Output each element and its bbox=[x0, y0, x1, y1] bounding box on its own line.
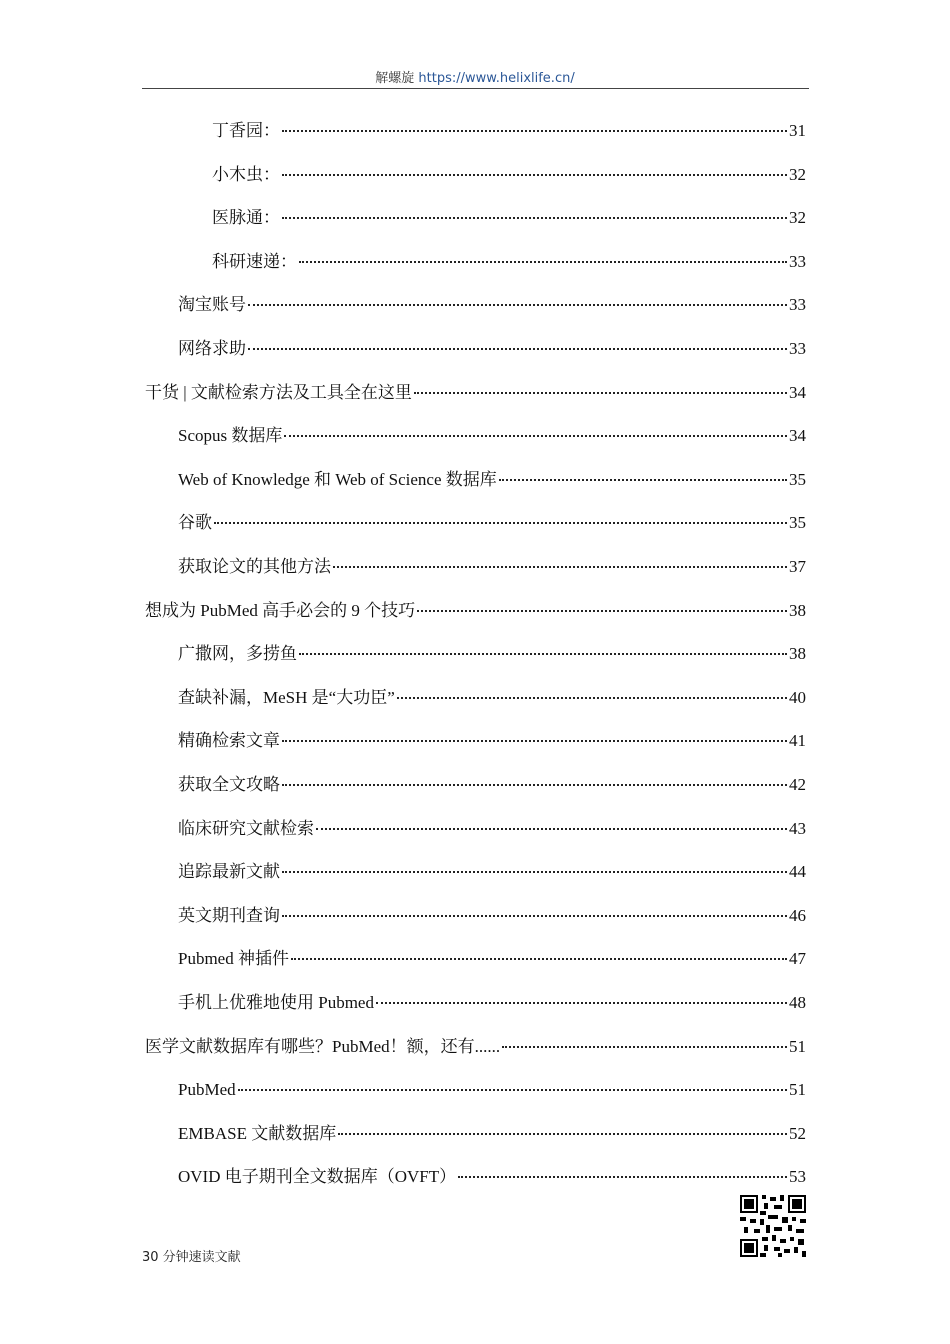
toc-entry-title: 科研速递： bbox=[212, 252, 297, 271]
toc-entry-title: 追踪最新文献 bbox=[178, 862, 280, 881]
toc-dot-leader bbox=[291, 958, 787, 960]
toc-dot-leader bbox=[282, 871, 787, 873]
toc-entry[interactable] bbox=[178, 469, 806, 491]
toc-entry[interactable] bbox=[145, 600, 806, 622]
toc-entry-page: 31 bbox=[789, 121, 806, 140]
toc-entry-page: 32 bbox=[789, 165, 806, 184]
toc-entry[interactable] bbox=[178, 774, 806, 796]
toc-entry-page: 33 bbox=[789, 295, 806, 314]
toc-dot-leader bbox=[316, 828, 787, 830]
toc-entry-title: Pubmed 神插件 bbox=[178, 949, 289, 968]
toc-entry[interactable] bbox=[212, 164, 806, 186]
toc-entry[interactable] bbox=[178, 338, 806, 360]
toc-entry-title: OVID 电子期刊全文数据库（OVFT） bbox=[178, 1167, 457, 1186]
toc-entry-title: 获取论文的其他方法 bbox=[178, 557, 331, 576]
header-url[interactable]: https://www.helixlife.cn/ bbox=[418, 71, 575, 86]
toc-entry[interactable] bbox=[178, 948, 806, 970]
toc-dot-leader bbox=[282, 217, 787, 219]
toc-entry[interactable] bbox=[178, 687, 806, 709]
toc-dot-leader bbox=[248, 304, 787, 306]
toc-dot-leader bbox=[417, 610, 787, 612]
toc-entry[interactable] bbox=[212, 120, 806, 142]
toc-entry-title: 谷歌 bbox=[178, 513, 212, 532]
toc-dot-leader bbox=[299, 653, 787, 655]
toc-entry-title: PubMed bbox=[178, 1080, 236, 1099]
toc-entry-title: 广撒网，多捞鱼 bbox=[178, 644, 297, 663]
toc-entry-title: 英文期刊查询 bbox=[178, 906, 280, 925]
toc-entry[interactable] bbox=[178, 730, 806, 752]
toc-entry-page: 37 bbox=[789, 557, 806, 576]
toc-entry-title: 淘宝账号 bbox=[178, 295, 246, 314]
toc-dot-leader bbox=[282, 174, 787, 176]
toc-entry-page: 38 bbox=[789, 644, 806, 663]
toc-entry[interactable] bbox=[145, 1036, 806, 1058]
toc-entry-title: 手机上优雅地使用 Pubmed bbox=[178, 993, 374, 1012]
toc-entry-page: 46 bbox=[789, 906, 806, 925]
toc-entry-title: Web of Knowledge 和 Web of Science 数据库 bbox=[178, 470, 497, 489]
toc-dot-leader bbox=[338, 1133, 787, 1135]
toc-entry-title: 查缺补漏，MeSH 是“大功臣” bbox=[178, 688, 395, 707]
toc-dot-leader bbox=[214, 522, 787, 524]
toc-entry-title: 精确检索文章 bbox=[178, 731, 280, 750]
header-divider bbox=[142, 88, 809, 89]
toc-entry[interactable] bbox=[178, 861, 806, 883]
toc-dot-leader bbox=[282, 915, 787, 917]
toc-entry-page: 41 bbox=[789, 731, 806, 750]
toc-dot-leader bbox=[499, 479, 787, 481]
toc-entry-page: 35 bbox=[789, 513, 806, 532]
toc-dot-leader bbox=[414, 392, 787, 394]
toc-entry[interactable] bbox=[212, 207, 806, 229]
toc-entry[interactable] bbox=[178, 294, 806, 316]
toc-dot-leader bbox=[333, 566, 787, 568]
toc-entry[interactable] bbox=[212, 251, 806, 273]
page-header bbox=[0, 67, 950, 86]
toc-entry-title: Scopus 数据库 bbox=[178, 426, 283, 445]
toc-entry[interactable] bbox=[178, 643, 806, 665]
toc-entry-title: 想成为 PubMed 高手必会的 9 个技巧 bbox=[145, 601, 416, 620]
toc-entry-page: 43 bbox=[789, 819, 806, 838]
toc-entry-title: 丁香园： bbox=[212, 121, 280, 140]
toc-entry-title: 医学文献数据库有哪些？PubMed！额，还有...... bbox=[145, 1037, 501, 1056]
toc-entry[interactable] bbox=[178, 992, 806, 1014]
header-brand: 解螺旋 bbox=[375, 71, 415, 86]
toc-entry-title: 网络求助 bbox=[178, 339, 246, 358]
toc-entry-page: 51 bbox=[789, 1037, 806, 1056]
toc-entry-title: 干货 | 文献检索方法及工具全在这里 bbox=[145, 383, 412, 402]
toc-entry-title: EMBASE 文献数据库 bbox=[178, 1124, 337, 1143]
qr-code-icon bbox=[740, 1195, 806, 1257]
toc-entry-page: 38 bbox=[789, 601, 806, 620]
toc-dot-leader bbox=[299, 261, 787, 263]
toc-dot-leader bbox=[248, 348, 787, 350]
toc-dot-leader bbox=[284, 435, 787, 437]
toc-entry-page: 33 bbox=[789, 339, 806, 358]
toc-entry[interactable] bbox=[178, 1123, 806, 1145]
toc-entry-title: 小木虫： bbox=[212, 165, 280, 184]
toc-entry-page: 48 bbox=[789, 993, 806, 1012]
toc-entry-page: 35 bbox=[789, 470, 806, 489]
toc-entry-title: 获取全文攻略 bbox=[178, 775, 280, 794]
toc-dot-leader bbox=[502, 1046, 787, 1048]
toc-entry-page: 40 bbox=[789, 688, 806, 707]
toc-entry[interactable] bbox=[145, 382, 806, 404]
toc-entry-page: 34 bbox=[789, 426, 806, 445]
toc-entry-page: 44 bbox=[789, 862, 806, 881]
toc-entry-title: 临床研究文献检索 bbox=[178, 819, 314, 838]
toc-dot-leader bbox=[458, 1176, 787, 1178]
toc-entry[interactable] bbox=[178, 1079, 806, 1101]
toc-entry-title: 医脉通： bbox=[212, 208, 280, 227]
toc-dot-leader bbox=[282, 784, 787, 786]
toc-entry-page: 52 bbox=[789, 1124, 806, 1143]
toc-entry[interactable] bbox=[178, 556, 806, 578]
toc-entry-page: 47 bbox=[789, 949, 806, 968]
toc-entry[interactable] bbox=[178, 905, 806, 927]
toc-dot-leader bbox=[376, 1002, 787, 1004]
toc-entry-page: 42 bbox=[789, 775, 806, 794]
toc-dot-leader bbox=[238, 1089, 787, 1091]
toc-dot-leader bbox=[397, 697, 787, 699]
toc-entry[interactable] bbox=[178, 1166, 806, 1188]
toc-entry[interactable] bbox=[178, 512, 806, 534]
toc-entry-page: 33 bbox=[789, 252, 806, 271]
toc-entry[interactable] bbox=[178, 425, 806, 447]
toc-dot-leader bbox=[282, 130, 787, 132]
toc-entry[interactable] bbox=[178, 818, 806, 840]
toc-dot-leader bbox=[282, 740, 787, 742]
toc-entry-page: 34 bbox=[789, 383, 806, 402]
toc-entry-page: 53 bbox=[789, 1167, 806, 1186]
toc-entry-page: 51 bbox=[789, 1080, 806, 1099]
toc-entry-page: 32 bbox=[789, 208, 806, 227]
page-footer: 30 分钟速读文献 bbox=[142, 1250, 241, 1265]
